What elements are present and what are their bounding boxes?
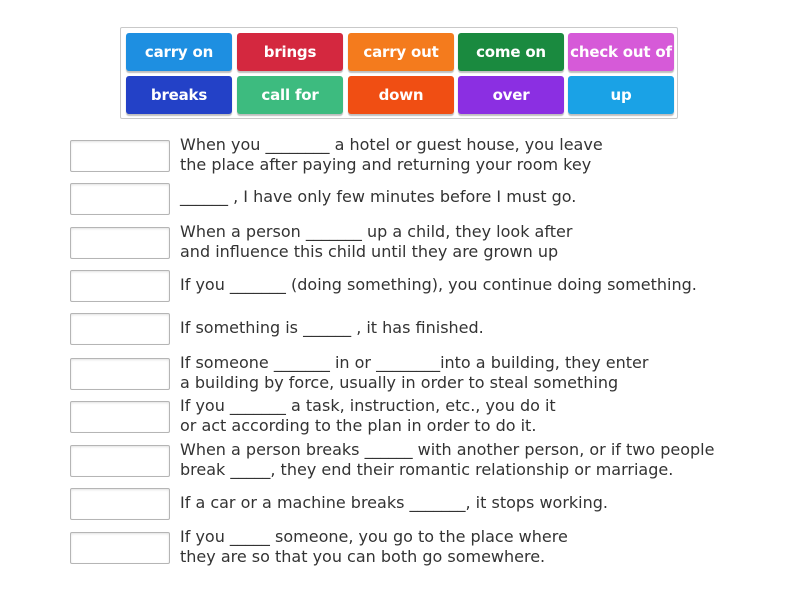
clue-line: If someone _______ in or ________into a building, they enter — [180, 353, 649, 372]
word-bank — [120, 27, 678, 119]
clue-text-9 — [180, 493, 760, 513]
clue-line: When a person breaks ______ with another person, or if two people — [180, 440, 715, 459]
answer-drop-box-4[interactable] — [70, 270, 170, 302]
clue-line: and influence this child until they are grown up — [180, 242, 559, 261]
clue-text-10 — [180, 527, 760, 567]
clue-text-1 — [180, 135, 760, 175]
clue-line: If something is ______ , it has finished. — [180, 318, 484, 337]
clue-text-8 — [180, 440, 760, 480]
answer-drop-box-6[interactable] — [70, 358, 170, 390]
clue-text-5 — [180, 318, 760, 338]
clue-line: the place after paying and returning your room key — [180, 155, 592, 174]
tile-breaks[interactable]: breaks — [126, 76, 232, 114]
tile-down[interactable]: down — [348, 76, 454, 114]
clue-text-2 — [180, 187, 760, 207]
clue-text-3 — [180, 222, 760, 262]
tile-carry-on[interactable]: carry on — [126, 33, 232, 71]
clue-text-4 — [180, 275, 760, 295]
tile-carry-out[interactable]: carry out — [348, 33, 454, 71]
clue-line: break _____, they end their romantic relationship or marriage. — [180, 460, 674, 479]
clue-line: a building by force, usually in order to steal something — [180, 373, 619, 392]
answer-drop-box-7[interactable] — [70, 401, 170, 433]
answer-drop-box-1[interactable] — [70, 140, 170, 172]
tile-call-for[interactable]: call for — [237, 76, 343, 114]
clue-text-6 — [180, 353, 760, 393]
clue-line: If you _______ (doing something), you continue doing something. — [180, 275, 697, 294]
tile-check-out-of[interactable]: check out of — [568, 33, 674, 71]
clue-line: When you ________ a hotel or guest house, you leave — [180, 135, 603, 154]
tile-up[interactable]: up — [568, 76, 674, 114]
clue-line: If a car or a machine breaks _______, it stops working. — [180, 493, 608, 512]
answer-drop-box-10[interactable] — [70, 532, 170, 564]
clue-line: or act according to the plan in order to do it. — [180, 416, 537, 435]
clue-text-7 — [180, 396, 760, 436]
clue-line: ______ , I have only few minutes before I must go. — [180, 187, 577, 206]
clue-line: If you _____ someone, you go to the place where — [180, 527, 568, 546]
answer-drop-box-3[interactable] — [70, 227, 170, 259]
answer-drop-box-9[interactable] — [70, 488, 170, 520]
clue-line: If you _______ a task, instruction, etc., you do it — [180, 396, 556, 415]
answer-drop-box-8[interactable] — [70, 445, 170, 477]
tile-over[interactable]: over — [458, 76, 564, 114]
answer-drop-box-2[interactable] — [70, 183, 170, 215]
answer-drop-box-5[interactable] — [70, 313, 170, 345]
clue-line: they are so that you can both go somewhere. — [180, 547, 546, 566]
tile-brings[interactable]: brings — [237, 33, 343, 71]
tile-come-on[interactable]: come on — [458, 33, 564, 71]
clue-line: When a person _______ up a child, they look after — [180, 222, 573, 241]
